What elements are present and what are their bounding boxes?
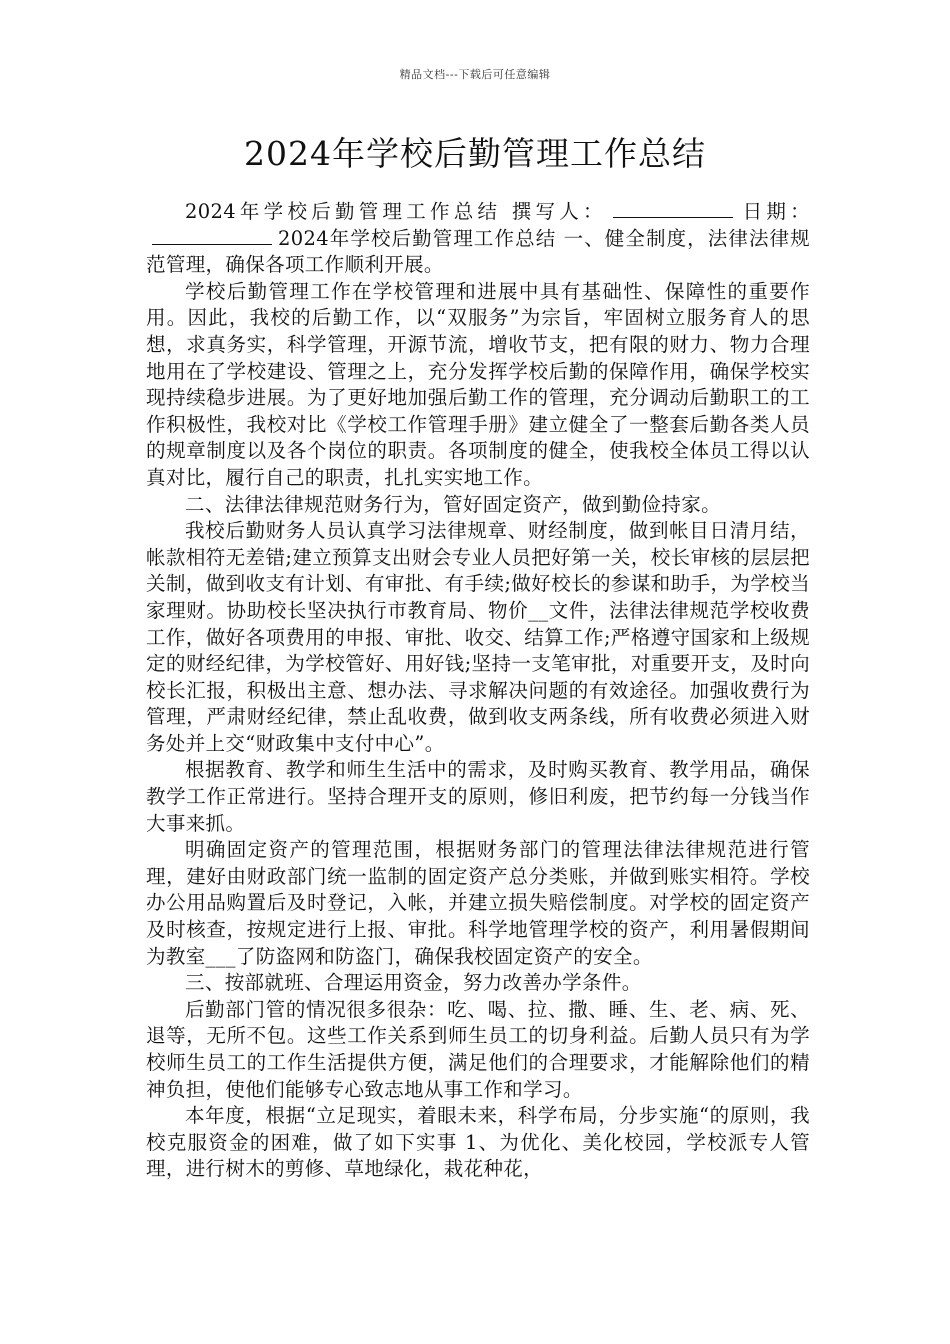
intro-text-date: 日期： — [738, 200, 810, 223]
document-body — [146, 199, 810, 1183]
intro-text-author: 2024年学校后勤管理工作总结 撰写人： — [185, 200, 607, 223]
section-heading: 三、按部就班、合理运用资金，努力改善办学条件。 — [185, 971, 642, 995]
author-blank-field — [613, 199, 733, 218]
date-blank-field — [152, 226, 272, 245]
intro-paragraph — [146, 199, 810, 279]
body-paragraph: 本年度，根据“立足现实，着眼未来，科学布局，分步实施“的原则，我校克服资金的困难，做了如下实事 1、为优化、美化校园，学校派专人管理，进行树木的剪修、草地绿化，栽花种花， — [146, 1104, 810, 1181]
section-heading: 二、法律法律规范财务行为，管好固定资产，做到勤俭持家。 — [185, 492, 721, 516]
body-paragraph: 学校后勤管理工作在学校管理和进展中具有基础性、保障性的重要作用。因此，我校的后勤工作，以“双服务”为宗旨，牢固树立服务育人的思想，求真务实，科学管理，开源节流，增收节支，把有限的财力、物力合理地用在了学校建设、管理之上，充分发挥学校后勤的保障作用，确保学校实现持续稳步进展。为了更好地加强后勤工作的管理，充分调动后勤职工的工作积极性，我校对比《学校工作管理手册》建立健全了一整套后勤各类人员的规章制度以及各个岗位的职责。各项制度的健全，使我校全体员工得以认真对比，履行自己的职责，扎扎实实地工作。 — [146, 279, 810, 489]
body-paragraph: 我校后勤财务人员认真学习法律规章、财经制度，做到帐目日清月结，帐款相符无差错;建立预算支出财会专业人员把好第一关，校长审核的层层把关制，做到收支有计划、有审批、有手续;做好校长的参谋和助手，为学校当家理财。协助校长坚决执行市教育局、物价__文件，法律法律规范学校收费工作，做好各项费用的申报、审批、收交、结算工作;严格遵守国家和上级规定的财经纪律，为学校管好、用好钱;坚持一支笔审批，对重要开支，及时向校长汇报，积极出主意、想办法、寻求解决问题的有效途径。加强收费行为管理，严肃财经纪律，禁止乱收费，做到收支两条线，所有收费必须进入财务处并上交“财政集中支付中心”。 — [146, 519, 810, 755]
body-paragraph: 后勤部门管的情况很多很杂：吃、喝、拉、撒、睡、生、老、病、死、退等，无所不包。这些工作关系到师生员工的切身利益。后勤人员只有为学校师生员工的工作生活提供方便，满足他们的合理要求，才能解除他们的精神负担，使他们能够专心致志地从事工作和学习。 — [146, 997, 810, 1101]
body-paragraph: 根据教育、教学和师生生活中的需求，及时购买教育、教学用品，确保教学工作正常进行。坚持合理开支的原则，修旧利废，把节约每一分钱当作大事来抓。 — [146, 758, 810, 835]
body-paragraph: 明确固定资产的管理范围，根据财务部门的管理法律法律规范进行管理，建好由财政部门统一监制的固定资产总分类账，并做到账实相符。学校办公用品购置后及时登记，入帐，并建立损失赔偿制度。对学校的固定资产及时核查，按规定进行上报、审批。科学地管理学校的资产，利用暑假期间为教室___了防盗网和防盗门，确保我校固定资产的安全。 — [146, 838, 810, 968]
intro-text-heading: 2024年学校后勤管理工作总结 一、健全制度，法律法律规范管理，确保各项工作顺利开展。 — [146, 226, 810, 277]
header-note: 精品文档---下载后可任意编辑 — [399, 68, 551, 81]
document-title: 2024年学校后勤管理工作总结 — [244, 134, 706, 173]
